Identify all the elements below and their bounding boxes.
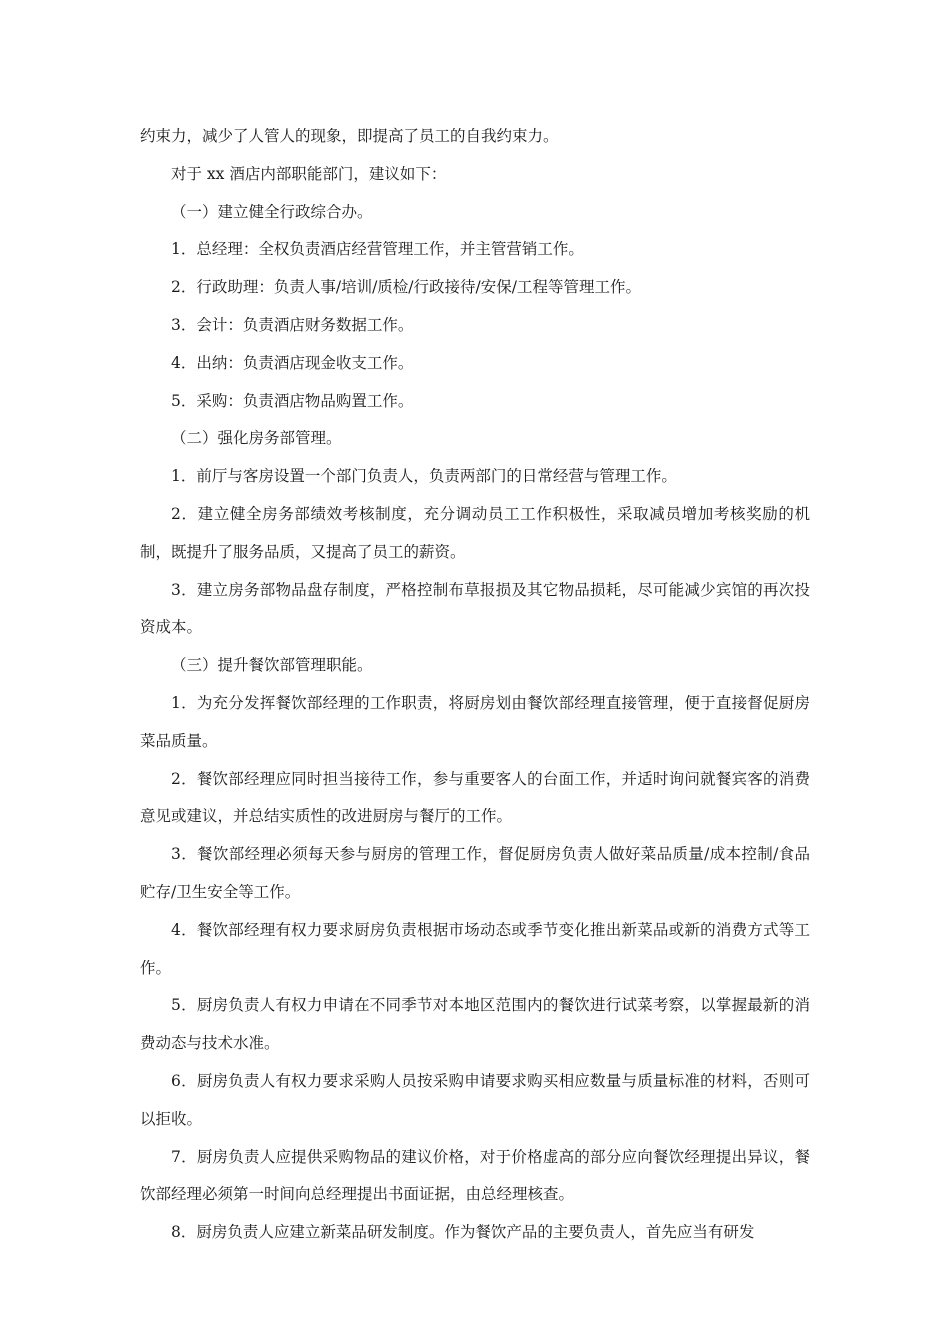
paragraph: （二）强化房务部管理。 <box>171 429 342 448</box>
paragraph: 6．厨房负责人有权力要求采购人员按采购申请要求购买相应数量与质量标准的材料，否则可以拒收。 <box>140 1071 810 1128</box>
paragraph: 1．前厅与客房设置一个部门负责人，负责两部门的日常经营与管理工作。 <box>171 467 677 486</box>
paragraph: 2．行政助理：负责人事/培训/质检/行政接待/安保/工程等管理工作。 <box>171 278 641 297</box>
document-body <box>140 118 810 1252</box>
paragraph: 约束力，减少了人管人的现象，即提高了员工的自我约束力。 <box>140 127 559 145</box>
paragraph: 3．建立房务部物品盘存制度，严格控制布草报损及其它物品损耗，尽可能减少宾馆的再次投资成本。 <box>140 580 810 637</box>
paragraph: 5．厨房负责人有权力申请在不同季节对本地区范围内的餐饮进行试菜考察，以掌握最新的消费动态与技术水准。 <box>140 996 810 1053</box>
paragraph: 3．会计：负责酒店财务数据工作。 <box>171 315 414 334</box>
paragraph: 对于 xx 酒店内部职能部门，建议如下： <box>171 164 447 183</box>
paragraph: （三）提升餐饮部管理职能。 <box>171 656 373 675</box>
paragraph: 3．餐饮部经理必须每天参与厨房的管理工作，督促厨房负责人做好菜品质量/成本控制/食品贮存/卫生安全等工作。 <box>140 845 810 901</box>
paragraph: 5．采购：负责酒店物品购置工作。 <box>171 391 414 410</box>
paragraph: 2．餐饮部经理应同时担当接待工作，参与重要客人的台面工作，并适时询问就餐宾客的消费意见或建议，并总结实质性的改进厨房与餐厅的工作。 <box>140 769 810 826</box>
paragraph: 7．厨房负责人应提供采购物品的建议价格，对于价格虚高的部分应向餐饮经理提出异议，餐饮部经理必须第一时间向总经理提出书面证据，由总经理核查。 <box>140 1147 810 1204</box>
paragraph: （一）建立健全行政综合办。 <box>171 202 373 221</box>
paragraph: 4．餐饮部经理有权力要求厨房负责根据市场动态或季节变化推出新菜品或新的消费方式等工作。 <box>140 920 810 977</box>
paragraph: 4．出纳：负责酒店现金收支工作。 <box>171 353 414 372</box>
paragraph: 8．厨房负责人应建立新菜品研发制度。作为餐饮产品的主要负责人，首先应当有研发 <box>171 1223 755 1242</box>
paragraph: 1．为充分发挥餐饮部经理的工作职责，将厨房划由餐饮部经理直接管理，便于直接督促厨房菜品质量。 <box>140 693 810 750</box>
paragraph: 2．建立健全房务部绩效考核制度，充分调动员工工作积极性，采取减员增加考核奖励的机制，既提升了服务品质，又提高了员工的薪资。 <box>140 504 810 561</box>
paragraph: 1．总经理：全权负责酒店经营管理工作，并主管营销工作。 <box>171 240 584 259</box>
